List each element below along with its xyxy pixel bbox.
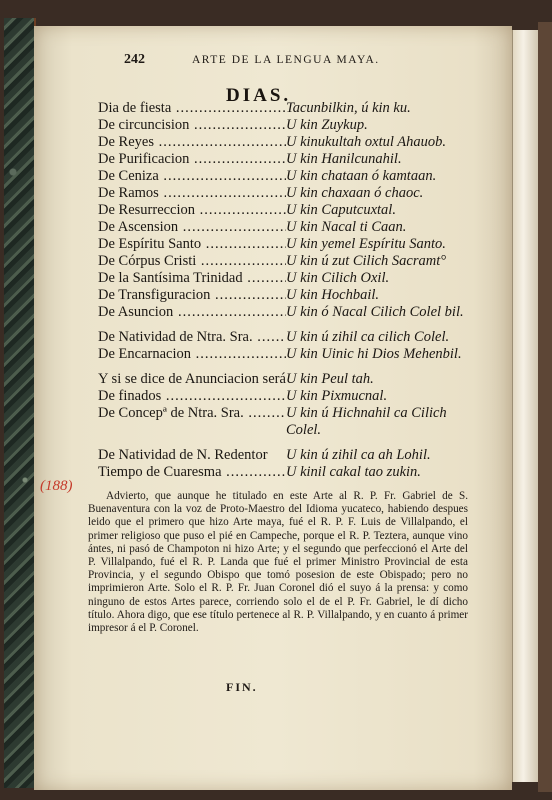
list-item [98, 329, 468, 346]
spanish-term: Dia de fiesta [98, 100, 172, 116]
spanish-term: De finados [98, 388, 162, 404]
list-item [98, 304, 468, 321]
cover-edge [538, 22, 552, 792]
handwritten-margin-note: (188) [40, 478, 73, 494]
spanish-term: De Natividad de N. Redentor [98, 447, 268, 463]
list-item [98, 447, 468, 464]
list-item [98, 117, 468, 134]
spanish-term: De circuncision [98, 117, 190, 133]
body-paragraph: Advierto, que aunque he titulado en este Arte al R. P. Fr. Gabriel de S. Buenaventura con la voz de Proto-Maestro del Idioma yucateco, habiendo despues leido que el primero que hizo Arte maya, fué el R. P. F. Luis de Villalpando, el primer religioso que puso el pié en Campeche, porque el R. P. Teztera, aunque vino ántes, ni pasó de Champoton ni hizo Arte; y el segundo que perfeccionó el Arte del P. Villalpando, fué el R. P. Landa que fué el primer Ministro Provincial de esta Provincia, y el segundo Obispo que tomó posesion de este Obispado; pero no imprimieron Arte. Solo el R. P. Fr. Juan Coronel dió el suyo á la prensa: y como ninguno de estos Artes parece, corriendo solo el de el P. Fr. Gabriel, le dí dicho título. Ahora digo, que ese título pertenece al R. P. Villalpando, y en cuanto á primer impresor á el P. Coronel. [88, 490, 468, 635]
list-item [98, 151, 468, 168]
list-item [98, 168, 468, 185]
maya-term: U kin ú zihil ca ah Lohil. [286, 447, 431, 463]
list-item [98, 202, 468, 219]
maya-term: U kin Zuykup. [286, 117, 368, 133]
maya-term: U kin yemel Espíritu Santo. [286, 236, 446, 252]
list-item [98, 388, 468, 405]
maya-term: U kinil cakal tao zukin. [286, 464, 421, 480]
spanish-term: De la Santísima Trinidad [98, 270, 243, 286]
list-item [98, 287, 468, 304]
spanish-term: De Ramos [98, 185, 159, 201]
spanish-term: De Reyes [98, 134, 154, 150]
spanish-term: De Asuncion [98, 304, 174, 320]
spanish-term: De Resurreccion [98, 202, 196, 218]
maya-term: Tacunbilkin, ú kin ku. [286, 100, 411, 116]
spanish-term: De Natividad de Ntra. Sra. [98, 329, 253, 345]
spanish-term: Y si se dice de Anunciacion será [98, 371, 286, 387]
spanish-term: De Transfiguracion [98, 287, 211, 303]
spanish-term: De Espíritu Santo [98, 236, 202, 252]
maya-term: U kin Cilich Oxil. [286, 270, 390, 286]
maya-term: U kin chataan ó kamtaan. [286, 168, 437, 184]
maya-term: U kin Hanilcunahil. [286, 151, 402, 167]
maya-term: U kin ú zut Cilich Sacramt° [286, 253, 447, 269]
maya-term: U kin ú zihil ca cilich Colel. [286, 329, 450, 345]
list-item [98, 134, 468, 151]
vocabulary-list [98, 100, 468, 481]
spanish-term: De Ceniza [98, 168, 159, 184]
maya-term: U kinukultah oxtul Ahauob. [286, 134, 447, 150]
maya-term: U kin chaxaan ó chaoc. [286, 185, 424, 201]
list-item [98, 236, 468, 253]
maya-term: U kin ú Hichnahil ca Cilich Colel. [286, 405, 447, 438]
list-item [98, 100, 468, 117]
maya-term: U kin Uinic hi Dios Mehenbil. [286, 346, 462, 362]
spanish-term: De Ascension [98, 219, 179, 235]
spanish-term: De Concepª de Ntra. Sra. [98, 405, 244, 421]
marbled-cover [4, 18, 36, 788]
spanish-term: De Encarnacion [98, 346, 191, 362]
section-title: DIAS. [226, 85, 292, 106]
end-mark: FIN. [226, 680, 258, 694]
list-item [98, 371, 468, 388]
list-item [98, 219, 468, 236]
spanish-term: Tiempo de Cuaresma [98, 464, 222, 480]
maya-term: U kin Nacal ti Caan. [286, 219, 407, 235]
list-item [98, 253, 468, 270]
maya-term: U kin ó Nacal Cilich Colel bil. [286, 304, 464, 320]
page-number: 242 [124, 52, 145, 67]
maya-term: U kin Hochbail. [286, 287, 380, 303]
list-item [98, 270, 468, 287]
running-head: ARTE DE LA LENGUA MAYA. [192, 54, 380, 66]
maya-term: U kin Peul tah. [286, 371, 374, 387]
page-edge [512, 30, 539, 782]
list-item [98, 346, 468, 363]
list-item [98, 464, 468, 481]
maya-term: U kin Caputcuxtal. [286, 202, 396, 218]
maya-term: U kin Pixmucnal. [286, 388, 388, 404]
list-item [98, 405, 468, 439]
spanish-term: De Córpus Cristi [98, 253, 197, 269]
spanish-term: De Purificacion [98, 151, 190, 167]
list-item [98, 185, 468, 202]
